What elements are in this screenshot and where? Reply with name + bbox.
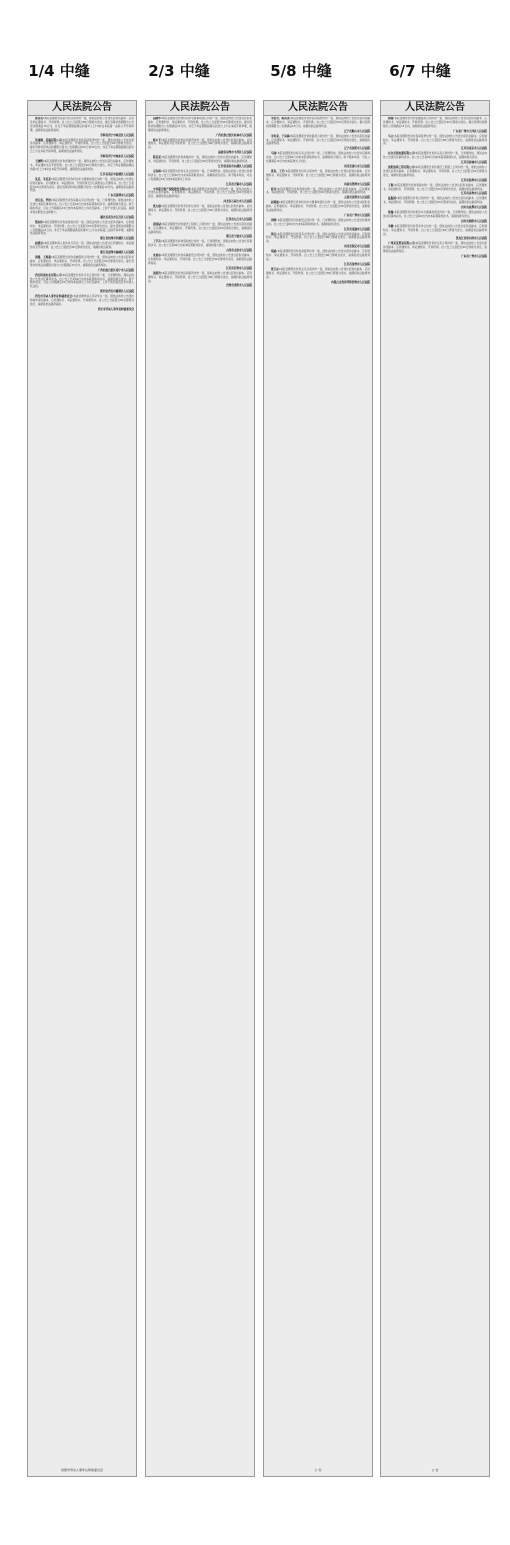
court-signature: 福建省泉州市丰泽区人民法院 xyxy=(218,151,252,155)
court-signature: 广东省深圳市人民法院 xyxy=(108,194,134,198)
notice-item xyxy=(383,211,487,219)
notice-item xyxy=(266,233,370,245)
court-signature: 四川省绵阳市人民法院 xyxy=(461,219,487,223)
notice-text: 本院受理原告诉你买卖合同纠纷一案，已审理终结。现依法向你公告送达民事判决书。自公告之日起60日内来本院领取判决书，逾期则视为送达。 xyxy=(383,152,487,160)
notice-text: 本院受理原告诉你民间借贷纠纷一案，现依法向你公告送达起诉状副本、应诉通知书、举证通知书及开庭传票。自公告之日起经过60日即视为送达，逾期将依法缺席判决。 xyxy=(148,138,252,150)
court-signature: 辽宁省沈阳市人民法院 xyxy=(344,147,370,151)
notice-item xyxy=(148,170,252,182)
notice-party: 丁学兵: xyxy=(153,240,162,244)
court-signature: 广东省广州市天河区人民法院 xyxy=(453,129,487,133)
notice-item xyxy=(266,152,370,164)
court-signature: 河北省唐山市人民法院 xyxy=(344,164,370,168)
notice-text: 本院受理原告诉你房屋买卖合同纠纷一案，已审理终结。现依法向你公告送达本院民事判决书。自公告之日起60日内来本院领取判决书，逾期则视为送达。如不服本判决，可在公告期满后15日内向本院递交上诉状及副本，上诉于中级人民法院。逾期本判决即发生法律效力。 xyxy=(30,199,134,214)
notice-item xyxy=(383,225,487,237)
notice-item xyxy=(266,117,370,129)
court-signature: 辽宁省鞍山市人民法院 xyxy=(344,129,370,133)
notice-text: 本院受理原告诉你买卖合同纠纷一案，已审理终结。现依法向你公告送达民事判决书。自公告之日起60日内来本院领取判决书，逾期则视为送达。如不服本判决，可在公告期满后15日内向本院递交上诉状。 xyxy=(148,169,252,181)
notice-party: 胡斌: xyxy=(271,250,278,254)
notice-item xyxy=(148,240,252,248)
notice-party: 黄刚、王海燕: xyxy=(35,256,52,259)
notice-column-header: 人民法院公告 xyxy=(264,101,372,116)
notice-column-4 xyxy=(380,100,490,1477)
notice-party: 马立: xyxy=(388,134,395,138)
notice-text: 本院受理原告诉你买卖合同纠纷一案，现依法向你公告送达起诉状副本、应诉通知书、举证通知书、开庭传票。自公告之日起经过60日即视为送达，逾期将依法缺席判决。 xyxy=(266,267,370,279)
notice-text: 本院受理原告诉你民间借贷纠纷一案，现依法向你公告送达起诉状副本、应诉通知书、举证通知书、开庭传票等。自公告之日起经过60日即视为送达。提出答辩状和举证的期限分别为公告期满后的15日和30日内，并定于举证期限届满后的次日上午在本院开庭审理，逾期将依法缺席判决。 xyxy=(30,138,134,154)
notice-party: 东台宏铭电器有限公司: xyxy=(388,152,416,156)
notice-column-header: 人民法院公告 xyxy=(381,101,489,116)
notice-column-3 xyxy=(263,100,373,1477)
notice-party: 黄绍贵: xyxy=(153,271,162,275)
court-signature: 内蒙古自治区呼和浩特市人民法院 xyxy=(331,280,370,284)
court-signature: 江苏省南京市鼓楼区人民法院 xyxy=(100,172,134,176)
court-signature: 河北省石家庄市人民法院 xyxy=(223,200,252,204)
column-title-3: 5/8 中缝 xyxy=(270,62,332,80)
court-signature: 江苏省南通市人民法院 xyxy=(344,227,370,231)
court-signature: 四川省成都市人民法院 xyxy=(461,206,487,210)
notice-party: 张力建: xyxy=(153,205,162,209)
notice-party: 赵海波: xyxy=(271,201,280,205)
court-signature: 浙江省宁波市人民法院 xyxy=(226,235,252,239)
notice-item xyxy=(30,139,134,155)
notice-text: 本院受理原告诉你金融借款合同纠纷一案，现依法向你公告送达起诉状副本、应诉通知书、举证通知书、开庭传票。自公告之日起经过60日即视为送达。提出答辩状的期限为公告期满后15日内，逾期将依法缺席判决。 xyxy=(383,117,487,128)
notice-text: 本院受理原告诉你保险合同纠纷一案，现依法向你公告送达起诉状副本、应诉通知书、举证通知书、开庭传票。自公告之日起经过60日即视为送达，逾期将依法缺席判决。 xyxy=(148,187,252,199)
notice-column-header: 人民法院公告 xyxy=(28,101,136,116)
notice-list xyxy=(383,117,487,1474)
court-signature: 江苏省盐城市人民法院 xyxy=(461,161,487,165)
notice-text: 本院受理原告诉你民间借贷纠纷一案，现依法向你公告送达起诉状副本、应诉通知书、举证通知书、开庭传票。自公告之日起经过60日即视为送达，逾期将依法缺席判决。 xyxy=(148,271,252,283)
notice-party: 广州某某贸易有限公司: xyxy=(388,242,416,246)
notice-party: 王晓辉: xyxy=(35,160,44,164)
notice-text: 本院受理原告诉你机动车交通事故责任纠纷一案，已审理终结。现依法向你公告送达民事判决书。自公告之日起60日内来本院领取判决书，逾期则视为送达。 xyxy=(383,211,487,218)
notice-text: 本院受理原告诉你买卖合同纠纷一案，已审理终结。现依法向你公告送达民事判决书。自公告之日起60日内来本院领取判决书，逾期则视为送达。如不服本判决，可在公告期满后15日内向本院递交上诉状。 xyxy=(266,152,370,164)
court-signature: 湖北省武汉市江汉区人民法院 xyxy=(100,215,134,219)
notice-item xyxy=(383,197,487,205)
notice-party: 蒋小平: xyxy=(153,138,162,142)
notice-party: 西安科创实业有限公司: xyxy=(35,273,63,277)
notice-text: 本院受理原告诉你追偿权纠纷一案，现依法向你公告送达起诉状副本、应诉通知书、举证通知书、开庭传票。自公告之日起经过60日即视为送达。提出答辩状的期限为公告期满后15日内，并定于举证期限届满后的第3日上午在本院第三法庭开庭审理，逾期将依法缺席判决。 xyxy=(30,220,134,236)
column-footer: 公 告 xyxy=(383,1468,487,1472)
column-title-2: 2/3 中缝 xyxy=(148,62,210,80)
notice-item xyxy=(148,205,252,217)
court-signature: 广西壮族自治区南宁市人民法院 xyxy=(97,268,134,272)
notice-item xyxy=(30,199,134,215)
notice-item xyxy=(266,188,370,196)
notice-text: 本院受理原告诉你劳动争议纠纷一案，现依法向你公告送达起诉状副本、应诉通知书、举证通知书、开庭传票。自公告之日起经过60日即视为送达，逾期将依法缺席判决。 xyxy=(148,205,252,216)
court-signature: 江苏省南京市人民法院 xyxy=(461,147,487,151)
court-signature: 云南省昆明市人民法院 xyxy=(344,196,370,200)
notice-item xyxy=(30,242,134,250)
notice-item xyxy=(266,268,370,280)
court-signature: 江苏省泰州市人民法院 xyxy=(461,192,487,196)
court-signature: 广西壮族自治区桂林市人民法院 xyxy=(215,133,252,137)
notice-text: 本院受理原告诉你借款合同纠纷一案，现依法向你公告送达起诉状副本、应诉通知书、举证通知书、开庭传票。自公告之日起经过60日即视为送达，逾期将依法缺席判决。 xyxy=(266,134,370,146)
notice-text: 本院受理原告诉你租赁合同纠纷一案，已审理终结。现依法向你公告送达民事判决书。自公告之日起60日内来本院领取判决书，逾期则视为送达。 xyxy=(266,218,370,226)
court-signature: 广东省广州市人民法院 xyxy=(461,255,487,259)
column-footer: 常德市劳动人事争议仲裁委员会 xyxy=(30,1468,134,1472)
notice-text: 本院受理原告诉你劳动争议纠纷一案，现依法向你公告送达起诉状副本、应诉通知书、举证通知书、开庭传票。自公告之日起经过60日即视为送达，逾期将依法缺席判决。 xyxy=(383,224,487,236)
notice-party: 某某、李某某: xyxy=(35,177,52,181)
notice-item xyxy=(30,274,134,290)
notice-text: 本院受理原告诉你合同纠纷一案，现依法向你公告送达起诉状副本、应诉通知书、举证通知书、开庭传票。自公告之日起经过60日即视为送达，逾期将依法缺席判决。 xyxy=(383,197,487,205)
court-signature: 江苏省扬州市人民法院 xyxy=(461,178,487,182)
notice-item xyxy=(30,256,134,268)
notice-party: 杨雪: xyxy=(271,187,278,191)
notice-party: 马国: xyxy=(271,152,278,156)
notice-text: 本院受理原告诉你劳务合同纠纷一案，现依法向你公告送达起诉状副本、应诉通知书、举证通知书、开庭传票。自公告之日起经过60日即视为送达，逾期将依法缺席判决。 xyxy=(266,232,370,244)
notice-item xyxy=(30,178,134,194)
notice-text: 本院受理申请人诉你执行异议一案，现依法向你公告送达应诉通知书、举证通知书及开庭传票。自公告之日起经过60日即视为送达，逾期将依法裁判。 xyxy=(30,242,134,250)
notice-text: 本院受理原告诉你民间借贷纠纷一案，现依法向你公告送达起诉状副本、应诉通知书、举证通知书、开庭传票。自公告之日起经过60日即视为送达，逾期将依法缺席判决。 xyxy=(266,250,370,261)
notice-party: 冯建刚、姜瑞有限公司: xyxy=(35,138,63,142)
notice-item xyxy=(148,156,252,164)
notice-item xyxy=(266,201,370,213)
notice-item xyxy=(148,223,252,235)
notice-item xyxy=(148,139,252,151)
notice-party: 李健: xyxy=(388,224,395,228)
notice-text: 本院受理原告诉你股权转让纠纷一案，已审理终结。现依法向你公告送达民事判决书。自公告之日起60日内来本院领取判决书，逾期则视为送达。 xyxy=(148,240,252,248)
court-signature: 浙江省杭州市西湖区人民法院 xyxy=(100,237,134,241)
notice-item xyxy=(266,219,370,227)
notice-column-1 xyxy=(27,100,137,1477)
notice-text: 本院受理原告诉你买卖合同纠纷一案，现依法向你公告送达起诉状副本、应诉通知书、举证通知书、开庭传票。自公告之日起经过60日即视为送达，逾期将依法缺席判决。 xyxy=(383,242,487,254)
court-signature: 青海省西宁市城北区人民法院 xyxy=(100,133,134,137)
notice-party: 宗春梅: xyxy=(153,169,162,173)
notice-item xyxy=(266,170,370,182)
notice-text: 本院受理原告诉你民间借贷纠纷一案，现依法向你公告送达起诉状副本、应诉通知书、举证通知书、开庭传票。自公告之日起经过60日即视为送达，逾期将依法缺席判决。 xyxy=(383,134,487,146)
notice-column-2 xyxy=(145,100,255,1477)
notice-party: 沈阳建筑工程有限公司: xyxy=(388,165,416,169)
notice-text: 本院受理原告诉你金融借款合同纠纷一案，现依法向你公告送达起诉状副本、应诉通知书、举证通知书、开庭传票。自公告之日起经过60日即视为送达。提出答辩状和举证的期限分别为公告期满后15日内，逾期将依法缺席判决。 xyxy=(30,256,134,267)
notice-list xyxy=(148,117,252,1474)
court-signature: 陕西省西安市雁塔区人民法院 xyxy=(100,290,134,294)
notice-party: 李传荣、于凤梅: xyxy=(271,134,291,138)
notice-item xyxy=(30,117,134,133)
column-footer: 公 告 xyxy=(266,1468,370,1472)
column-title-1: 1/4 中缝 xyxy=(28,62,90,80)
court-signature: 青海省西宁市城东区人民法院 xyxy=(100,155,134,159)
court-signature: 江苏省无锡市人民法院 xyxy=(226,182,252,186)
notice-party: 刘宝双、罗妍: xyxy=(35,199,52,203)
notice-party: 李洪青、陈凤英: xyxy=(271,117,291,120)
notice-party: 张卫东: xyxy=(271,267,280,271)
column-title-4: 6/7 中缝 xyxy=(389,62,451,80)
notice-item xyxy=(148,254,252,266)
court-signature: 江西省南昌市东湖区人民法院 xyxy=(218,164,252,168)
court-signature: 江苏省苏州市人民法院 xyxy=(226,266,252,270)
notice-text: 本院受理原告诉你离婚纠纷一案，现依法向你公告送达起诉状副本、应诉通知书、举证通知书、开庭传票。自公告之日起经过60日即视为送达，逾期将依法缺席判决。 xyxy=(148,156,252,164)
notice-item xyxy=(148,117,252,133)
court-signature: 山西省太原市人民法院 xyxy=(226,249,252,253)
notice-item xyxy=(383,135,487,147)
notice-text: 本院受理原告诉你房屋租赁合同纠纷一案，现依法向你公告送达起诉状副本、应诉通知书、举证通知书、开庭传票。自公告之日起经过60日即视为送达，逾期将依法缺席判决。 xyxy=(148,254,252,265)
notice-party: 赵德亮: xyxy=(35,242,44,246)
notice-party: 黄国斌: xyxy=(153,222,162,226)
notice-party: 朱旭东: xyxy=(153,254,162,258)
notice-party: 高晓华: xyxy=(153,117,162,120)
notice-party: 张春、王芳: xyxy=(271,169,286,173)
notice-party: 郑东伟: xyxy=(35,220,44,224)
notice-item xyxy=(266,250,370,262)
notice-item xyxy=(30,295,134,307)
court-signature: 河南省郑州市人民法院 xyxy=(344,182,370,186)
notice-party: 周明: xyxy=(271,218,278,222)
notice-text: 本院受理原告诉你建设工程施工合同纠纷一案，现依法向你公告送达起诉状副本、应诉通知书、举证通知书、开庭传票。自公告之日起经过60日即视为送达，逾期将依法缺席判决。 xyxy=(383,165,487,177)
notice-item xyxy=(383,184,487,192)
notice-item xyxy=(148,188,252,200)
notice-text: 本院受理原告诉你离婚纠纷一案，现依法向你公告送达起诉状副本、应诉通知书、举证通知书、开庭传票。自公告之日起经过60日即视为送达，逾期将依法缺席判决。 xyxy=(383,183,487,191)
notice-text: 本院受理原告诉你合同纠纷一案，现依法向你公告送达起诉状副本、应诉通知书、举证通知书、开庭传票。自公告之日起经过60日即视为送达，逾期将依法缺席判决。 xyxy=(266,169,370,181)
notice-text: 本院受理原告诉你建设工程施工合同纠纷一案，现依法向你公告送达起诉状副本、应诉通知书、举证通知书、开庭传票。自公告之日起经过60日即视为送达，逾期将依法缺席判决。 xyxy=(148,222,252,234)
notice-text: 本院受理原告诉你买卖合同纠纷一案，已审理终结。现依法向你公告送达民事判决书。自公告之日起60日内来本院领取判决书，逾期则视为送达。如不服本判决，可在公告期满后15日内向本院递交上诉状及副本，上诉于陕西省西安市中级人民法院。 xyxy=(30,273,134,289)
court-signature: 河北省保定市人民法院 xyxy=(344,245,370,249)
court-signature: 黑龙江省哈尔滨市人民法院 xyxy=(455,237,487,241)
notice-item xyxy=(30,221,134,237)
notice-item xyxy=(383,117,487,129)
court-signature: 浙江省温州市鹿城区人民法院 xyxy=(100,251,134,255)
notice-list xyxy=(266,117,370,1474)
notice-text: 本院受理原告诉你离婚纠纷一案，现依法向你公告送达起诉状副本、应诉通知书、举证通知书及开庭传票。自公告之日起经过60日即视为送达，并定于举证期限届满后的第3日上午9时在本院开庭审理，逾期将依法缺席判决。 xyxy=(30,160,134,171)
court-signature: 西安市劳动人事争议仲裁委员会 xyxy=(97,307,134,311)
notice-party: 夏振国: xyxy=(388,197,397,201)
notice-text: 本院受理原告诉你机动车交通事故责任纠纷一案，现依法向你公告送达起诉状副本、应诉通知书、举证通知书、开庭传票。自公告之日起经过60日即视为送达，逾期将依法缺席判决。 xyxy=(266,201,370,213)
notice-list xyxy=(30,117,134,1474)
notice-item xyxy=(148,272,252,284)
notice-text: 本院受理原告诉你机动车交通事故责任纠纷一案，现依法向你公告送达起诉状副本、应诉通知书、举证通知书、开庭传票及合议庭组成人员通知书。自公告之日起经过60日即视为送达。提出答辩状和举证期限分别为公告期满后15日内，逾期将依法缺席判决。 xyxy=(30,177,134,193)
notice-text: 本院受理原告诉你机动车交通事故责任纠纷一案，现依法向你公告送达起诉状副本、应诉通知书、举证通知书、开庭传票。自公告之日起经过60日即视为送达。提出答辩状的期限为公告期满后15日内，并定于举证期限届满后的次日上午在本院开庭审理，逾期将依法缺席判决。 xyxy=(148,117,252,132)
court-signature: 江西省九江市人民法院 xyxy=(226,217,252,221)
notice-item xyxy=(383,242,487,254)
notice-party: 钱宝: xyxy=(271,232,278,236)
notice-party: 中华联合财产保险股份有限公司: xyxy=(153,187,192,191)
notice-party: 徐瑞: xyxy=(388,211,395,215)
notice-text: 本委受理申请人劳动争议一案，现依法向你公告送达仲裁申请书副本、应诉通知书、举证通知书、开庭通知书。自公告之日起经过60日即视为送达，逾期将依法缺席裁决。 xyxy=(30,295,134,306)
court-signature: 广东省广州市人民法院 xyxy=(344,213,370,217)
notice-item xyxy=(383,152,487,160)
notice-party: 西安市劳动人事争议仲裁委员会: xyxy=(35,295,74,299)
notice-text: 本院受理原告某某诉你合同纠纷一案，现依法向你公告送达起诉状副本、应诉及举证通知书、开庭传票。自公告之日起经过60日即视为送达。提出答辩状的期限为公告送达期满后15日内，并定于举证期限届满后的第3日上午9时在本院第一法庭公开开庭审理，逾期将依法缺席裁判。 xyxy=(30,117,134,132)
court-signature: 江苏省常州市人民法院 xyxy=(344,262,370,266)
column-title-row xyxy=(0,60,510,90)
notice-column-header: 人民法院公告 xyxy=(146,101,254,116)
notice-item xyxy=(266,135,370,147)
notice-item xyxy=(30,160,134,172)
notice-text: 本院受理原告诉你离婚纠纷一案，现依法向你公告送达起诉状副本、应诉通知书、举证通知书、开庭传票。自公告之日起经过60日即视为送达，逾期将依法缺席判决。 xyxy=(266,187,370,195)
notice-party: 徐强: xyxy=(388,117,395,120)
notice-party: 孙金英: xyxy=(35,117,44,120)
notice-party: 陈某某: xyxy=(153,156,162,160)
notice-party: 王海: xyxy=(388,183,395,187)
notice-item xyxy=(383,166,487,178)
notice-text: 本院受理原告诉你民间借贷纠纷一案，现依法向你公告送达起诉状副本、应诉通知书、举证通知书、开庭传票。自公告之日起经过60日即视为送达。提出答辩状的期限为公告期满后15日内，逾期将依法缺席判决。 xyxy=(266,117,370,128)
court-signature: 贵州省贵阳市人民法院 xyxy=(226,284,252,288)
